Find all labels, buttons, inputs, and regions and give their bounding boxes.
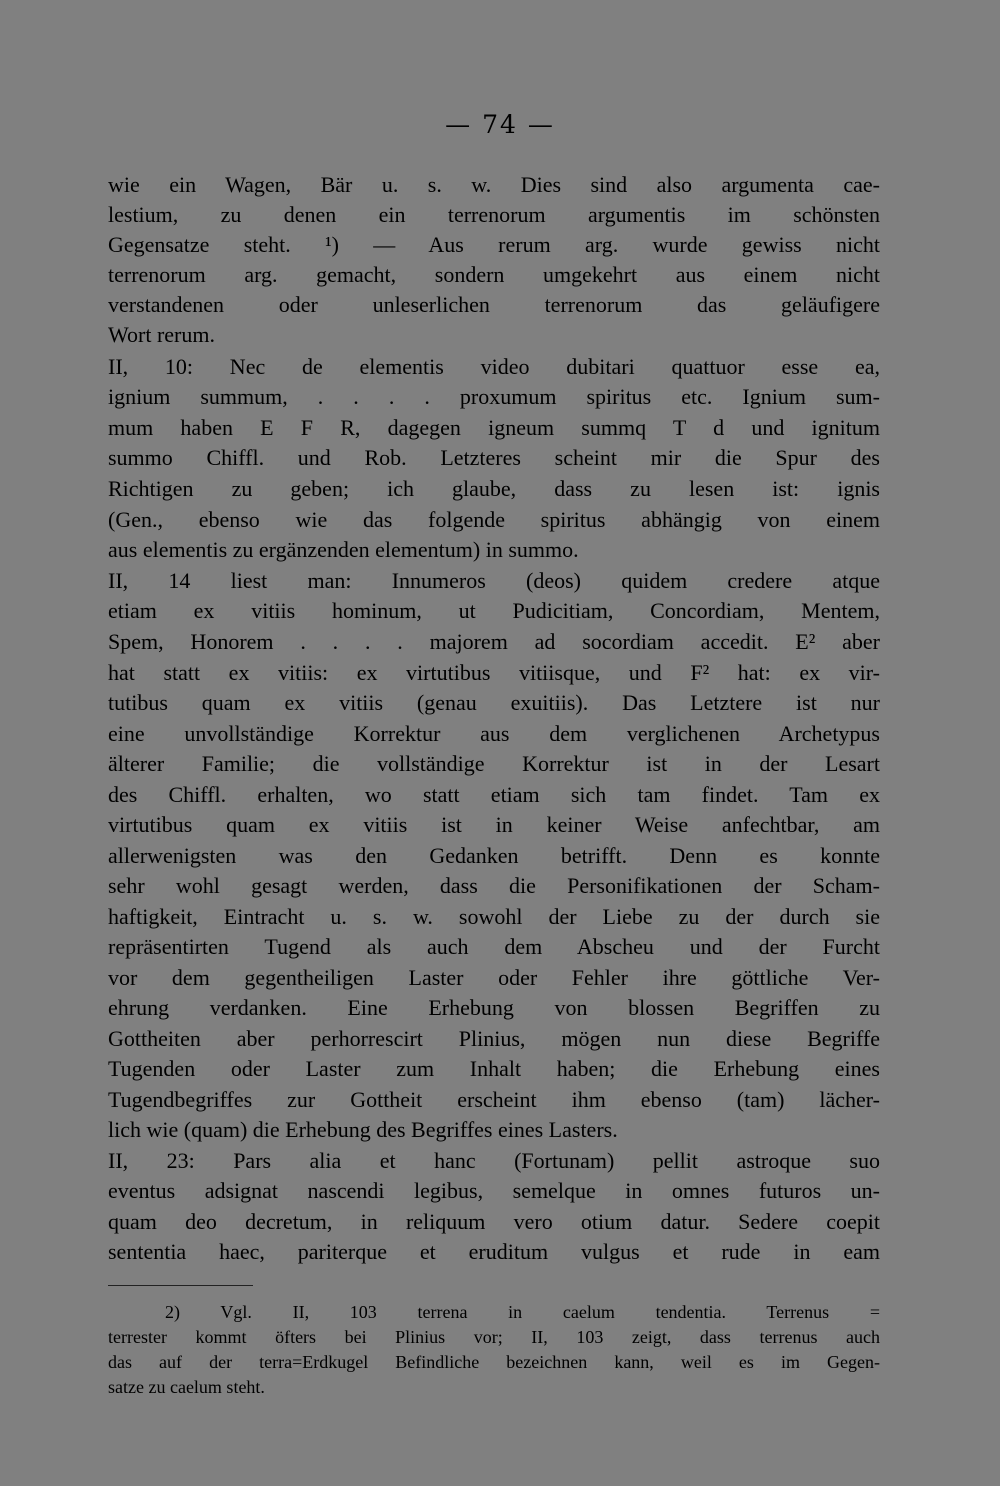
body-line: ehrung verdanken. Eine Erhebung von blossen Begriffen zu (108, 995, 880, 1020)
body-line: mum haben E F R, dagegen igneum summq T d und ignitum (108, 415, 880, 440)
body-line: Tugendbegriffes zur Gottheit erscheint ihm ebenso (tam) lächer- (108, 1087, 880, 1112)
body-line: quam deo decretum, in reliquum vero otium datur. Sedere coepit (108, 1209, 880, 1234)
body-line: II, 10: Nec de elementis video dubitari quattuor esse ea, (108, 354, 880, 379)
body-line: sehr wohl gesagt werden, dass die Personifikationen der Scham- (108, 873, 880, 898)
body-line: tutibus quam ex vitiis (genau exuitiis). Das Letztere ist nur (108, 690, 880, 715)
body-line: eventus adsignat nascendi legibus, semelque in omnes futuros un- (108, 1178, 880, 1203)
body-line: eine unvollständige Korrektur aus dem verglichenen Archetypus (108, 721, 880, 746)
footnote-line: satze zu caelum steht. (108, 1377, 265, 1397)
body-line: Wort rerum. (108, 322, 215, 347)
footnote-divider (108, 1285, 253, 1286)
body-line: II, 23: Pars alia et hanc (Fortunam) pellit astroque suo (108, 1148, 880, 1173)
body-line: repräsentirten Tugend als auch dem Abscheu und der Furcht (108, 934, 880, 959)
page-number: — 74 — (445, 110, 555, 139)
body-line: summo Chiffl. und Rob. Letzteres scheint mir die Spur des (108, 445, 880, 470)
body-line: hat statt ex vitiis: ex virtutibus vitiisque, und F² hat: ex vir- (108, 660, 880, 685)
body-line: sententia haec, pariterque et eruditum vulgus et rude in eam (108, 1239, 880, 1264)
body-line: virtutibus quam ex vitiis ist in keiner Weise anfechtbar, am (108, 812, 880, 837)
body-line: Gottheiten aber perhorrescirt Plinius, mögen nun diese Begriffe (108, 1026, 880, 1051)
body-line: etiam ex vitiis hominum, ut Pudicitiam, Concordiam, Mentem, (108, 598, 880, 623)
body-line: ignium summum, . . . . proxumum spiritus etc. Ignium sum- (108, 384, 880, 409)
body-line: des Chiffl. erhalten, wo statt etiam sich tam findet. Tam ex (108, 782, 880, 807)
body-line: II, 14 liest man: Innumeros (deos) quidem credere atque (108, 568, 880, 593)
body-line: (Gen., ebenso wie das folgende spiritus abhängig von einem (108, 507, 880, 532)
body-line: lich wie (quam) die Erhebung des Begriffes eines Lasters. (108, 1117, 618, 1142)
body-line: aus elementis zu ergänzenden elementum) in summo. (108, 537, 579, 562)
body-line: terrenorum arg. gemacht, sondern umgekehrt aus einem nicht (108, 262, 880, 287)
body-line: haftigkeit, Eintracht u. s. w. sowohl der Liebe zu der durch sie (108, 904, 880, 929)
body-line: allerwenigsten was den Gedanken betrifft. Denn es konnte (108, 843, 880, 868)
body-line: verstandenen oder unleserlichen terrenorum das geläufigere (108, 292, 880, 317)
body-line: Richtigen zu geben; ich glaube, dass zu lesen ist: ignis (108, 476, 880, 501)
body-line: vor dem gegentheiligen Laster oder Fehler ihre göttliche Ver- (108, 965, 880, 990)
body-line: älterer Familie; die vollständige Korrektur ist in der Lesart (108, 751, 880, 776)
footnote-line: das auf der terra=Erdkugel Befindliche bezeichnen kann, weil es im Gegen- (108, 1352, 880, 1372)
body-line: lestium, zu denen ein terrenorum argumentis im schönsten (108, 202, 880, 227)
body-line: Tugenden oder Laster zum Inhalt haben; die Erhebung eines (108, 1056, 880, 1081)
body-line: Gegensatze steht. ¹) — Aus rerum arg. wurde gewiss nicht (108, 232, 880, 257)
footnote-line: 2) Vgl. II, 103 terrena in caelum tendentia. Terrenus = (165, 1302, 880, 1322)
footnote-line: terrester kommt öfters bei Plinius vor; II, 103 zeigt, dass terrenus auch (108, 1327, 880, 1347)
body-line: Spem, Honorem . . . . majorem ad socordiam accedit. E² aber (108, 629, 880, 654)
body-line: wie ein Wagen, Bär u. s. w. Dies sind also argumenta cae- (108, 172, 880, 197)
